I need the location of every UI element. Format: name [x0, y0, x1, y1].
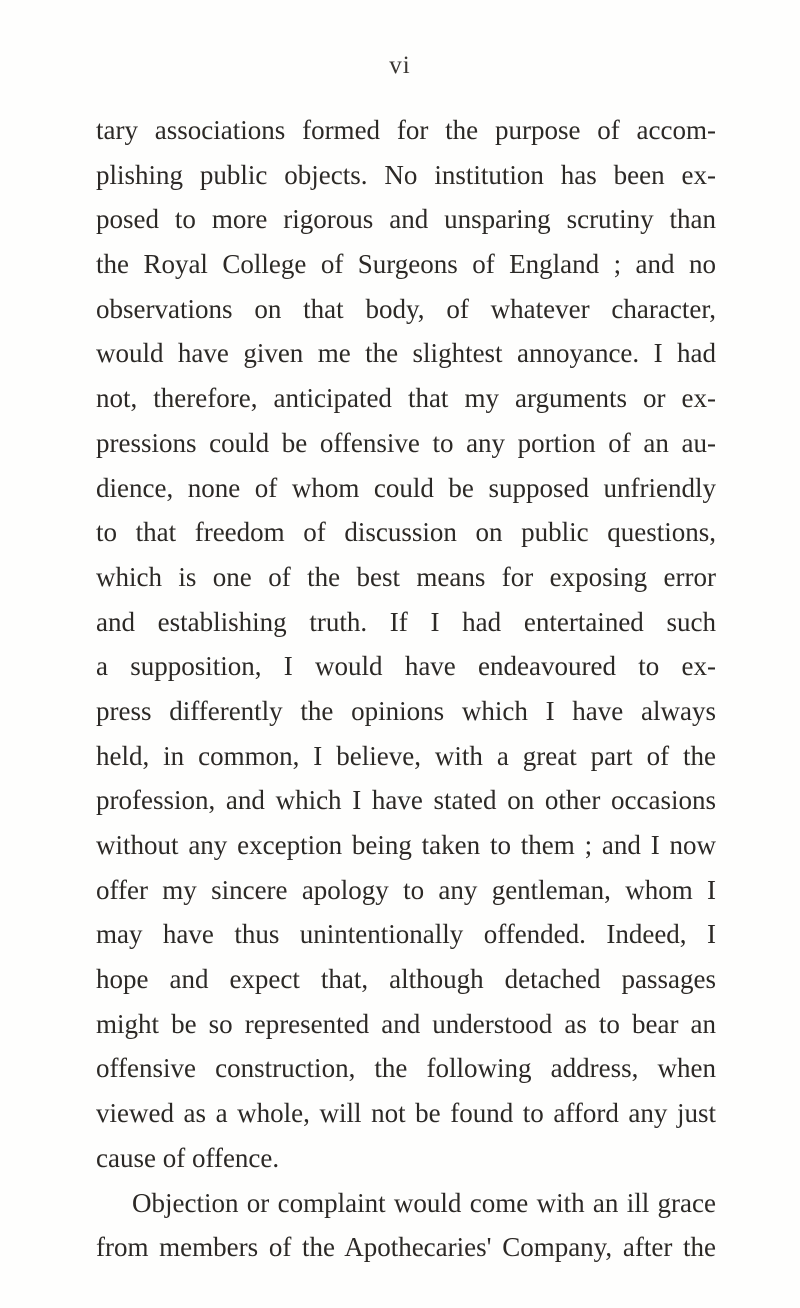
text-line: posed to more rigorous and unsparing scrutiny than [96, 204, 716, 235]
text-line: without any exception being taken to them ; and I now [96, 830, 716, 860]
text-line: profession, and which I have stated on other occasions [96, 785, 716, 816]
text-line: from members of the Apothecaries' Company, after the [96, 1232, 716, 1263]
text-line: tary associations formed for the purpose of accom- [96, 115, 716, 145]
text-line: to that freedom of discussion on public questions, [96, 517, 716, 548]
text-line: not, therefore, anticipated that my arguments or ex- [96, 383, 716, 414]
text-line: may have thus unintentionally offended. Indeed, I [96, 919, 716, 950]
text-line: which is one of the best means for exposing error [96, 561, 716, 592]
paragraph-start-line: Objection or complaint would come with an ill grace [132, 1187, 716, 1218]
text-line: and establishing truth. If I had entertained such [96, 606, 716, 637]
body-text [96, 108, 716, 1270]
text-line: the Royal College of Surgeons of England ; and no [96, 249, 716, 280]
text-line: offer my sincere apology to any gentleman, whom I [96, 874, 716, 905]
text-line: held, in common, I believe, with a great part of the [96, 740, 716, 771]
text-line: observations on that body, of whatever character, [96, 293, 716, 324]
text-line: might be so represented and understood as to bear an [96, 1008, 716, 1039]
paragraph-end-line: cause of offence. [96, 1142, 280, 1173]
text-line: would have given me the slightest annoyance. I had [96, 338, 716, 369]
text-line: offensive construction, the following address, when [96, 1053, 716, 1084]
text-line: press differently the opinions which I have always [96, 695, 716, 726]
page-number: vi [389, 52, 411, 79]
text-line: viewed as a whole, will not be found to afford any just [96, 1098, 716, 1129]
text-line: plishing public objects. No institution has been ex- [96, 159, 716, 190]
text-line: hope and expect that, although detached passages [96, 964, 716, 995]
text-line: a supposition, I would have endeavoured to ex- [96, 651, 716, 682]
text-line: pressions could be offensive to any portion of an au- [96, 427, 716, 458]
text-line: dience, none of whom could be supposed unfriendly [96, 472, 716, 503]
